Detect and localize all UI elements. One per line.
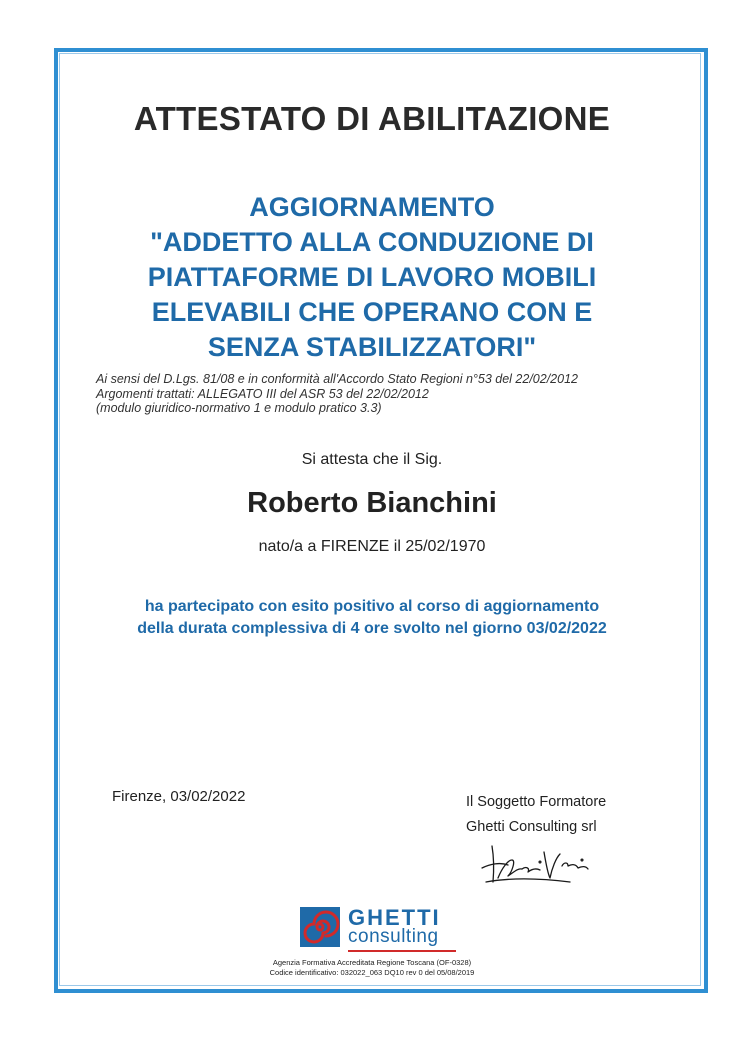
place-and-date: Firenze, 03/02/2022 [112,788,246,805]
course-title [90,190,654,365]
completion-statement [0,596,744,640]
logo-word-consulting: consulting [348,926,439,947]
course-title-line: AGGIORNAMENTO [249,192,495,222]
birth-info: nato/a a FIRENZE il 25/02/1970 [258,538,486,555]
legal-reference [96,372,656,416]
logo-word-ghetti: GHETTI [348,905,441,930]
course-title-line: PIATTAFORME DI LAVORO MOBILI [147,262,597,292]
ghetti-consulting-logo [300,905,460,951]
recipient-name: Roberto Bianchini [247,487,497,519]
course-title-line: ELEVABILI CHE OPERANO CON E [151,297,593,327]
issuer-block [466,790,606,840]
issuer-name: Ghetti Consulting srl [466,819,597,835]
legal-line: (modulo giuridico-normativo 1 e modulo pratico 3.3) [96,401,382,415]
agency-line: Codice identificativo: 032022_063 DQ10 rev 0 del 05/08/2019 [269,968,475,977]
legal-line: Argomenti trattati: ALLEGATO III del ASR 53 del 22/02/2012 [96,386,429,401]
completion-line: della durata complessiva di 4 ore svolto nel giorno 03/02/2022 [137,620,607,637]
completion-line: ha partecipato con esito positivo al corso di aggiornamento [144,598,600,615]
spiral-logo-icon [300,907,340,947]
issuer-label: Il Soggetto Formatore [466,794,607,810]
logo-underline [348,950,456,952]
course-title-line: SENZA STABILIZZATORI" [207,332,537,362]
agency-accreditation [0,958,744,978]
document-title: ATTESTATO DI ABILITAZIONE [133,100,611,137]
course-title-line: "ADDETTO ALLA CONDUZIONE DI [150,227,594,257]
agency-line: Agenzia Formativa Accreditata Regione Toscana (OF-0328) [272,958,472,967]
signature-icon [478,838,606,888]
attestation-text: Si attesta che il Sig. [301,451,443,468]
legal-line: Ai sensi del D.Lgs. 81/08 e in conformità all'Accordo Stato Regioni n°53 del 22/02/2012 [96,372,578,386]
